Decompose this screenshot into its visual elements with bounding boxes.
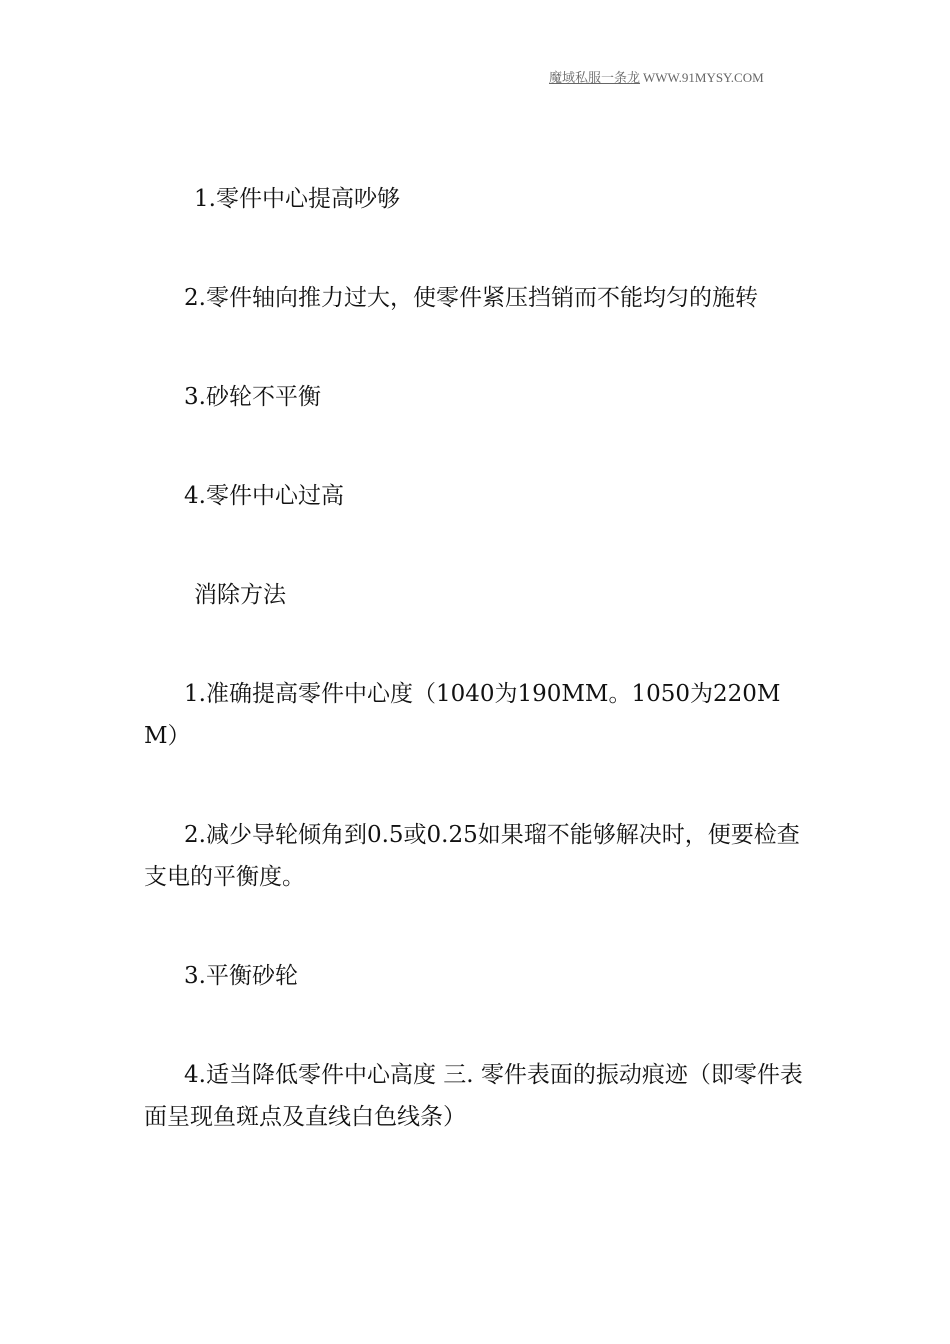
cause-item-1: 1.零件中心提高吵够 [194,186,400,212]
cause-item-4: 4.零件中心过高 [184,483,344,509]
cause-item-3: 3.砂轮不平衡 [184,384,321,410]
page-header [549,67,764,86]
cause-item-2: 2.零件轴向推力过大，使零件紧压挡销而不能均匀的施转 [184,285,758,311]
header-url: WWW.91MYSY.COM [643,70,764,85]
remedy-item-2: 2.减少导轮倾角到0.5或0.25如果瑠不能够解决时，便要检查支电的平衡度。 [144,822,800,890]
remedy-item-3: 3.平衡砂轮 [184,963,298,989]
remedy-item-4: 4.适当降低零件中心高度 三. 零件表面的振动痕迹（即零件表面呈现鱼斑点及直线白色线条） [144,1062,803,1130]
header-site-link[interactable]: 魔域私服一条龙 [549,70,641,85]
document-body [144,178,810,1195]
section-heading-remedy: 消除方法 [194,582,286,608]
remedy-item-1: 1.准确提高零件中心度（1040为190MM。1050为220MM） [144,681,781,749]
